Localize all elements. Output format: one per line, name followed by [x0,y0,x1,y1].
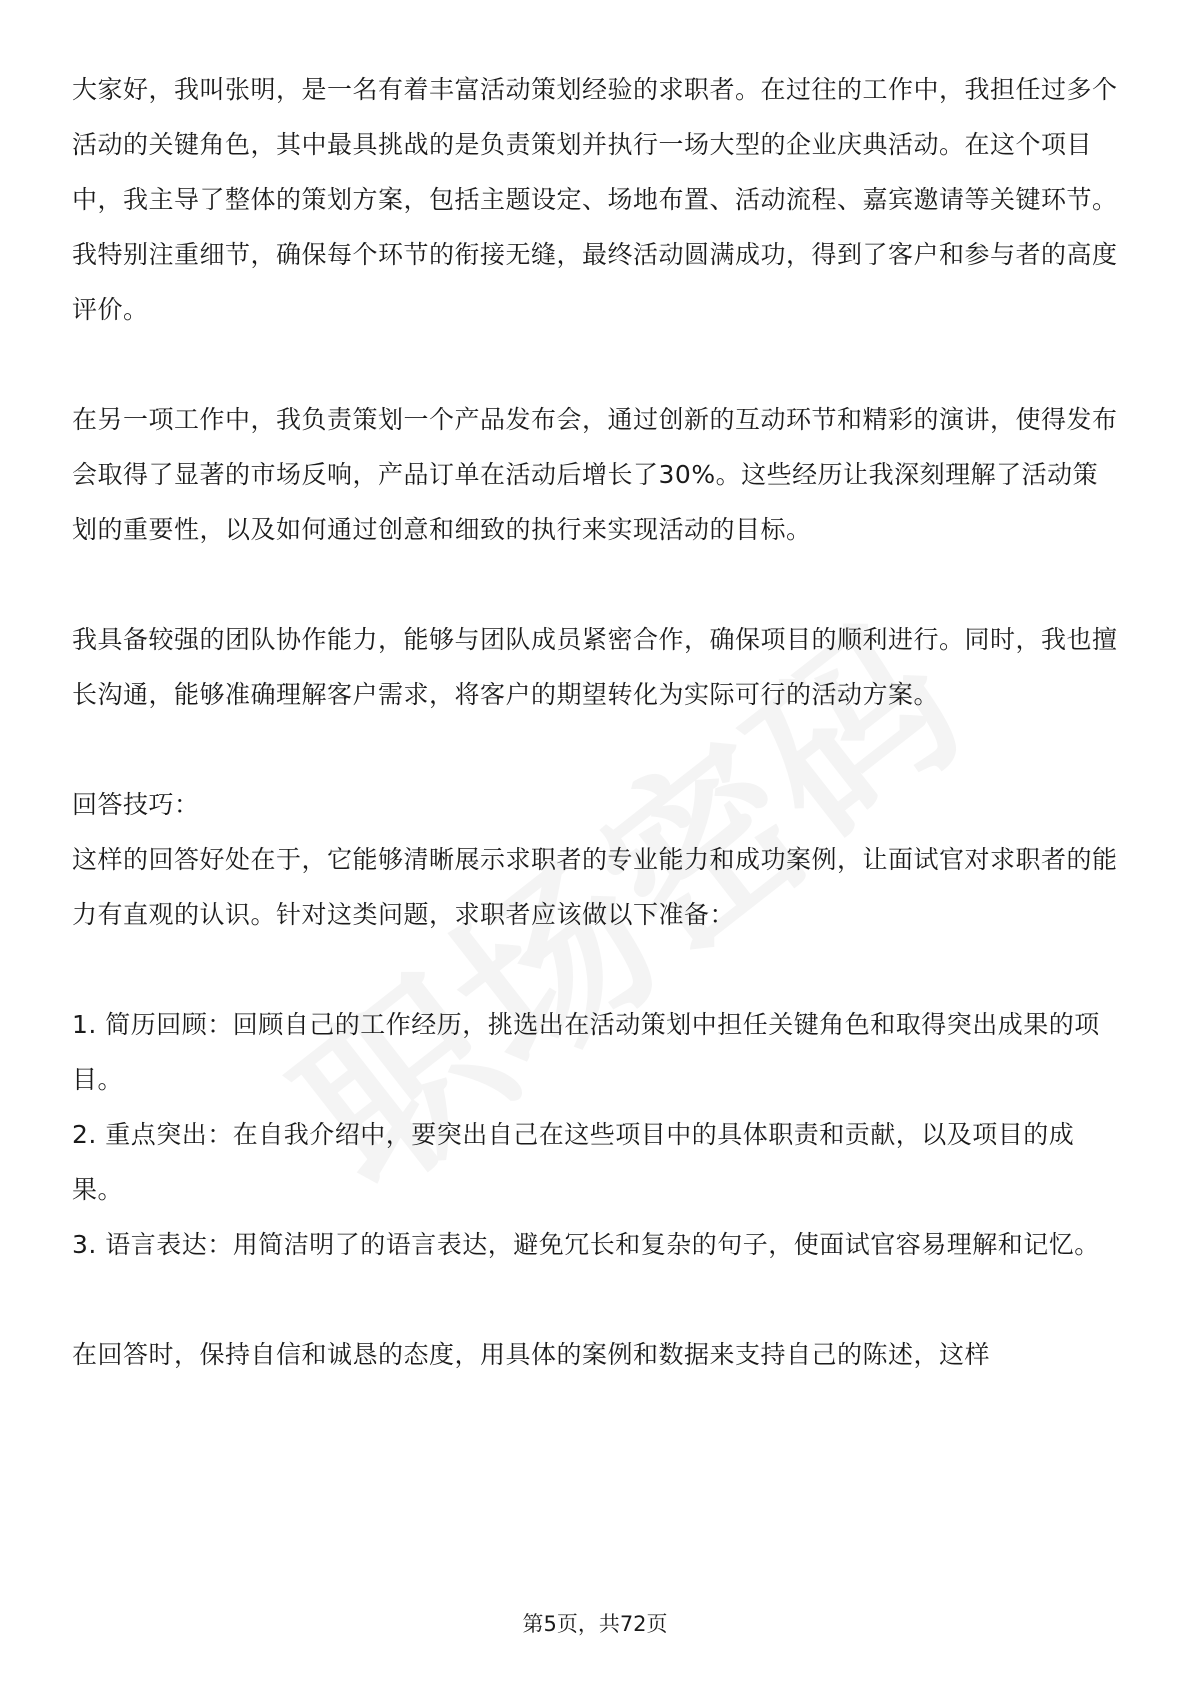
closing-paragraph: 在回答时，保持自信和诚恳的态度，用具体的案例和数据来支持自己的陈述，这样 [72,1340,991,1369]
document-body [72,62,1122,1382]
paragraph-teamwork: 我具备较强的团队协作能力，能够与团队成员紧密合作，确保项目的顺利进行。同时，我也擅长沟通，能够准确理解客户需求，将客户的期望转化为实际可行的活动方案。 [72,625,1118,709]
tips-intro: 这样的回答好处在于，它能够清晰展示求职者的专业能力和成功案例，让面试官对求职者的能力有直观的认识。针对这类问题，求职者应该做以下准备： [72,845,1118,929]
tips-heading: 回答技巧： [72,790,200,819]
tips-list-item: 1. 简历回顾：回顾自己的工作经历，挑选出在活动策划中担任关键角色和取得突出成果的项目。 [72,1010,1100,1094]
tips-list-item: 2. 重点突出：在自我介绍中，要突出自己在这些项目中的具体职责和贡献，以及项目的成果。 [72,1120,1075,1204]
page-number: 第5页，共72页 [522,1612,668,1636]
paragraph-product-launch: 在另一项工作中，我负责策划一个产品发布会，通过创新的互动环节和精彩的演讲，使得发布会取得了显著的市场反响，产品订单在活动后增长了30%。这些经历让我深刻理解了活动策划的重要性，以及如何通过创意和细致的执行来实现活动的目标。 [72,405,1118,544]
tips-list-item: 3. 语言表达：用简洁明了的语言表达，避免冗长和复杂的句子，使面试官容易理解和记忆。 [72,1230,1100,1259]
paragraph-intro: 大家好，我叫张明，是一名有着丰富活动策划经验的求职者。在过往的工作中，我担任过多个活动的关键角色，其中最具挑战的是负责策划并执行一场大型的企业庆典活动。在这个项目中，我主导了整体的策划方案，包括主题设定、场地布置、活动流程、嘉宾邀请等关键环节。我特别注重细节，确保每个环节的衔接无缝，最终活动圆满成功，得到了客户和参与者的高度评价。 [72,75,1118,324]
